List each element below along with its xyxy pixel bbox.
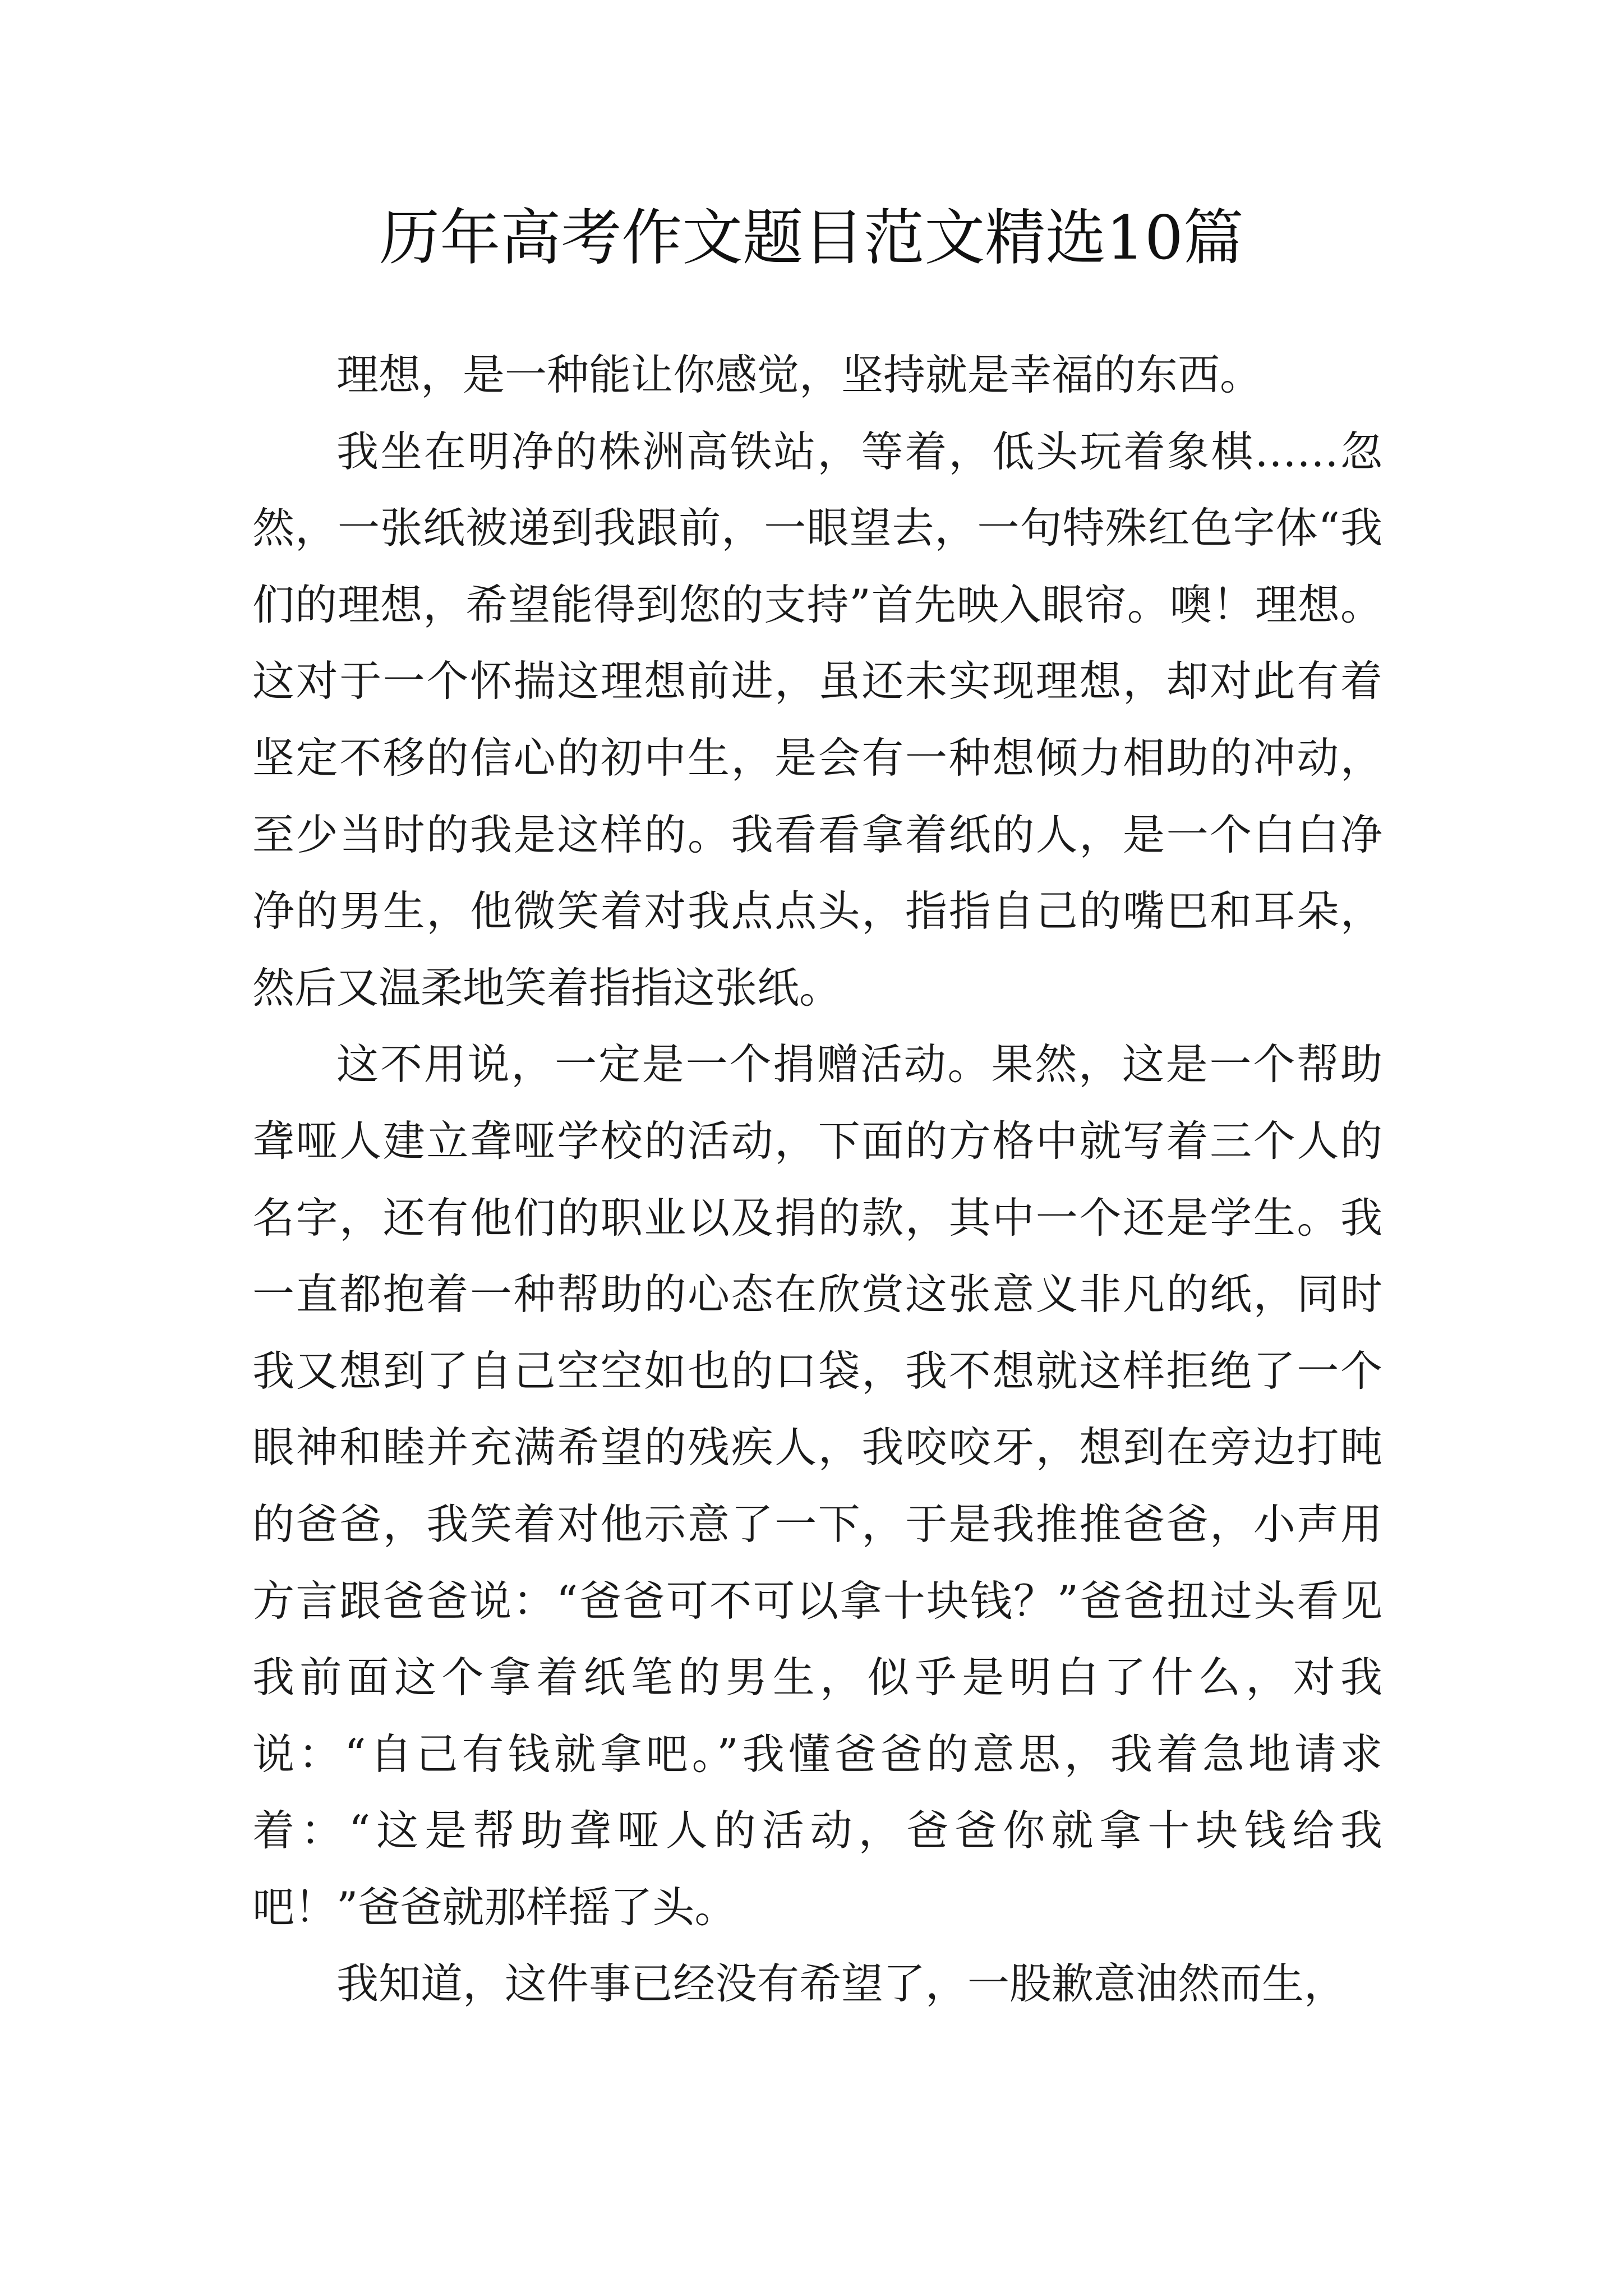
document-title: 历年高考作文题目范文精选10篇 bbox=[379, 203, 1244, 273]
document-body bbox=[252, 337, 1382, 2022]
paragraph: 这不用说，一定是一个捐赠活动。果然，这是一个帮助聋哑人建立聋哑学校的活动，下面的方格中就写着三个人的名字，还有他们的职业以及捐的款，其中一个还是学生。我一直都抱着一种帮助的心态在欣赏这张意义非凡的纸，同时我又想到了自己空空如也的口袋，我不想就这样拒绝了一个眼神和睦并充满希望的残疾人，我咬咬牙，想到在旁边打盹的爸爸，我笑着对他示意了一下，于是我推推爸爸，小声用方言跟爸爸说：“爸爸可不可以拿十块钱？”爸爸扭过头看见我前面这个拿着纸笔的男生，似乎是明白了什么，对我说：“自己有钱就拿吧。”我懂爸爸的意思，我着急地请求着：“这是帮助聋哑人的活动，爸爸你就拿十块钱给我吧！”爸爸就那样摇了头。 bbox=[252, 1039, 1382, 1932]
paragraph: 理想，是一种能让你感觉，坚持就是幸福的东西。 bbox=[336, 350, 1262, 399]
paragraph: 我知道，这件事已经没有希望了，一股歉意油然而生， bbox=[336, 1959, 1347, 2009]
paragraph: 我坐在明净的株洲高铁站，等着，低头玩着象棋……忽然，一张纸被递到我跟前，一眼望去，一句特殊红色字体“我们的理想，希望能得到您的支持”首先映入眼帘。噢！理想。这对于一个怀揣这理想前进，虽还未实现理想，却对此有着坚定不移的信心的初中生，是会有一种想倾力相助的冲动，至少当时的我是这样的。我看看拿着纸的人，是一个白白净净的男生，他微笑着对我点点头，指指自己的嘴巴和耳朵，然后又温柔地笑着指指这张纸。 bbox=[252, 426, 1382, 1013]
